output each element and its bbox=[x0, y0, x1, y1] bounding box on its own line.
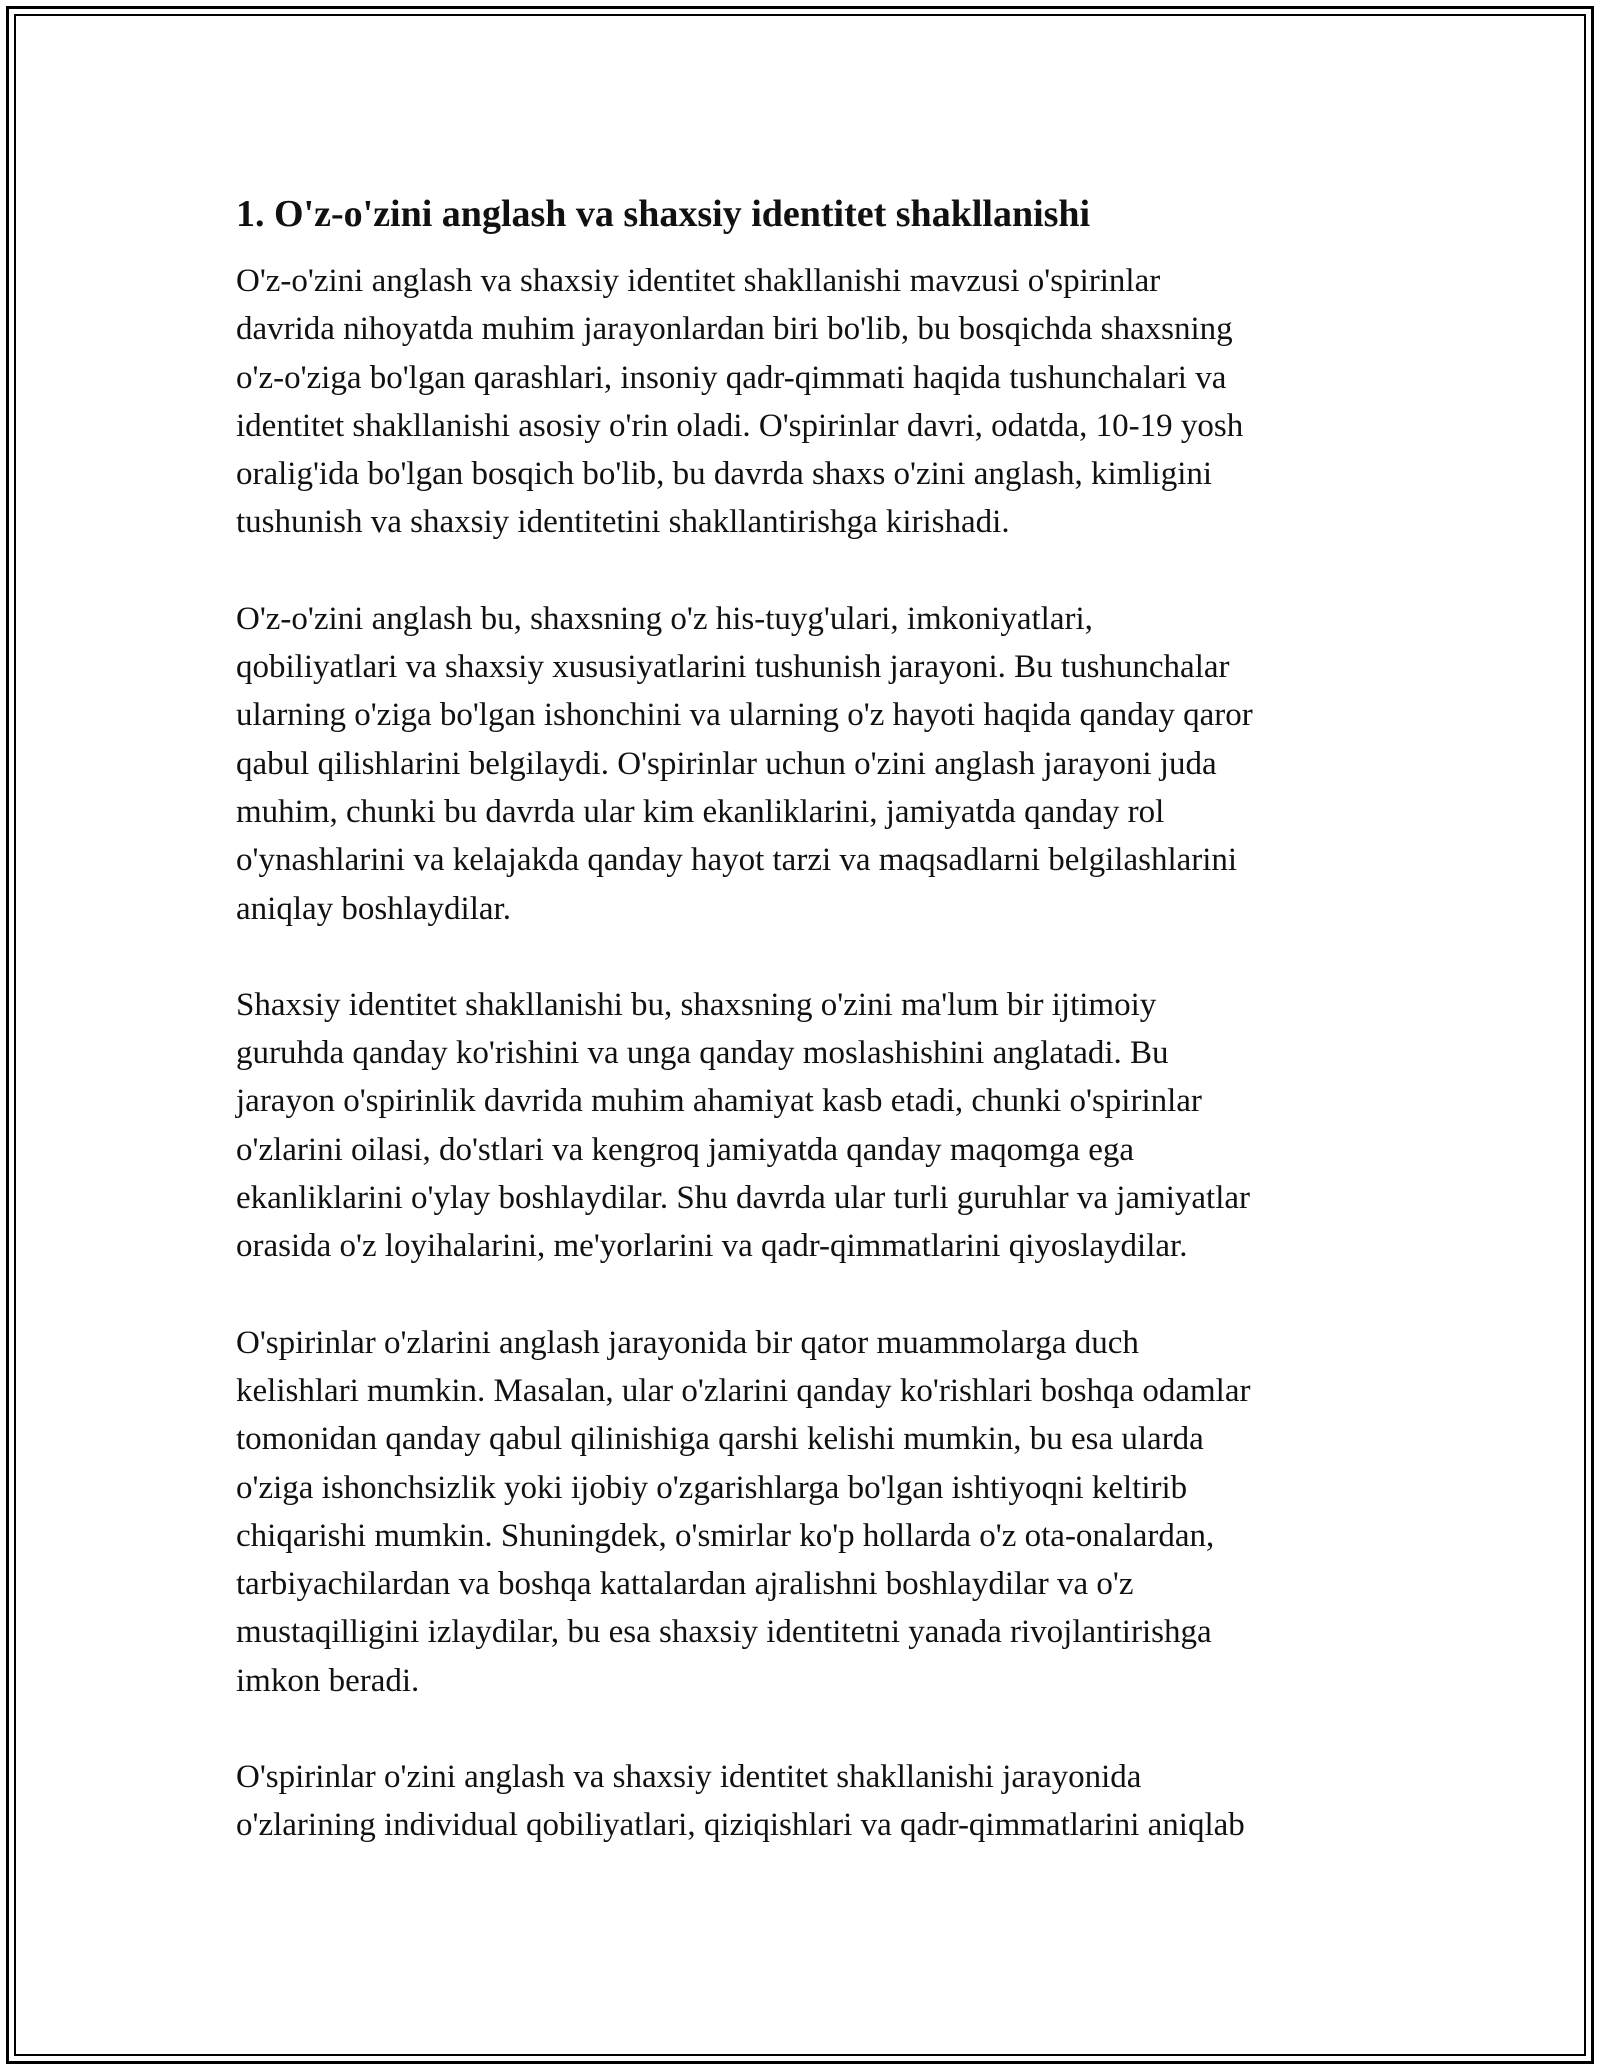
paragraph-3: Shaxsiy identitet shakllanishi bu, shaxsning o'zini ma'lum bir ijtimoiy guruhda qanday ko'rishini va unga qanday moslashishini anglatadi. Bu jarayon o'spirinlik davrida muhim ahamiyat kasb etadi, chunki o'spirinlar o'zlarini oilasi, do'stlari va kengroq jamiyatda qanday maqomga ega ekanliklarini o'ylay boshlaydilar. Shu davrda ular turli guruhlar va jamiyatlar orasida o'z loyihalarini, me'yorlarini va qadr-qimmatlarini qiyoslaydilar. bbox=[236, 986, 1250, 1265]
section-heading: 1. O'z-o'zini anglash va shaxsiy identitet shakllanishi bbox=[236, 193, 1091, 235]
paragraph-4: O'spirinlar o'zlarini anglash jarayonida bir qator muammolarga duch kelishlari mumkin. Masalan, ular o'zlarini qanday ko'rishlari boshqa odamlar tomonidan qanday qabul qilinishiga qarshi kelishi mumkin, bu esa ularda o'ziga ishonchsizlik yoki ijobiy o'zgarishlarga bo'lgan ishtiyoqni keltirib chiqarishi mumkin. Shuningdek, o'smirlar ko'p hollarda o'z ota-onalardan, tarbiyachilardan va boshqa kattalardan ajralishni boshlaydilar va o'z mustaqilligini izlaydilar, bu esa shaxsiy identitetni yanada rivojlantirishga imkon beradi. bbox=[236, 1324, 1251, 1699]
paragraph-5: O'spirinlar o'zini anglash va shaxsiy identitet shakllanishi jarayonida o'zlarining individual qobiliyatlari, qiziqishlari va qadr-qimmatlarini aniqlab bbox=[236, 1759, 1245, 1844]
document-body bbox=[236, 185, 1376, 1898]
paragraph-2: O'z-o'zini anglash bu, shaxsning o'z his-tuyg'ulari, imkoniyatlari, qobiliyatlari va shaxsiy xususiyatlarini tushunish jarayoni. Bu tushunchalar ularning o'ziga bo'lgan ishonchini va ularning o'z hayoti haqida qanday qaror qabul qilishlarini belgilaydi. O'spirinlar uchun o'zini anglash jarayoni juda muhim, chunki bu davrda ular kim ekanliklarini, jamiyatda qanday rol o'ynashlarini va kelajakda qanday hayot tarzi va maqsadlarni belgilashlarini aniqlay boshlaydilar. bbox=[236, 600, 1253, 927]
paragraph-1: O'z-o'zini anglash va shaxsiy identitet shakllanishi mavzusi o'spirinlar davrida nihoyatda muhim jarayonlardan biri bo'lib, bu bosqichda shaxsning o'z-o'ziga bo'lgan qarashlari, insoniy qadr-qimmati haqida tushunchalari va identitet shakllanishi asosiy o'rin oladi. O'spirinlar davri, odatda, 10-19 yosh oralig'ida bo'lgan bosqich bo'lib, bu davrda shaxs o'zini anglash, kimligini tushunish va shaxsiy identitetini shakllantirishga kirishadi. bbox=[236, 263, 1244, 541]
